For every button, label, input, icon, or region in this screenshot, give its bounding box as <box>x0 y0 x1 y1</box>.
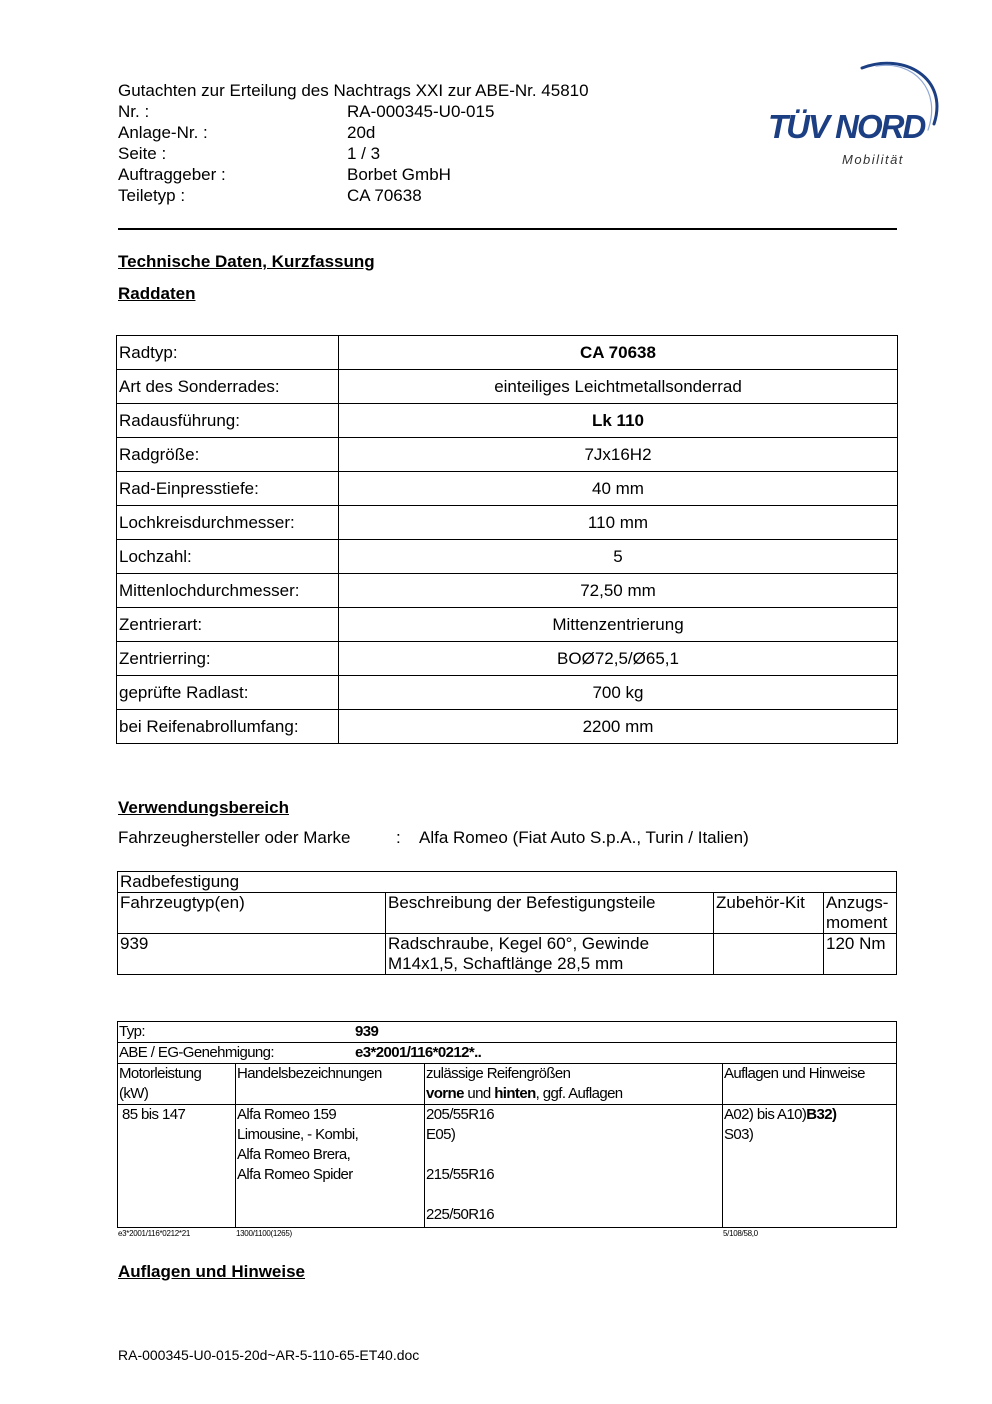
header-row-nr <box>118 101 589 122</box>
row-value: 40 mm <box>339 472 898 506</box>
hinten-text: hinten <box>494 1085 536 1102</box>
desc-line: M14x1,5, Schaftlänge 28,5 mm <box>388 954 624 973</box>
row-value: 2200 mm <box>339 710 898 744</box>
table-row <box>118 1043 897 1064</box>
document-header <box>118 80 589 206</box>
befestigung-title: Radbefestigung <box>118 872 897 893</box>
table-header-row <box>118 893 897 934</box>
row-label: Rad-Einpresstiefe: <box>117 472 339 506</box>
row-label: Art des Sonderrades: <box>117 370 339 404</box>
table-row <box>118 934 897 975</box>
auflagen-title: Auflagen und Hinweise <box>118 1262 306 1281</box>
row-value: 7Jx16H2 <box>339 438 898 472</box>
row-value: Mittenzentrierung <box>339 608 898 642</box>
handel-line: Alfa Romeo Brera, <box>237 1146 351 1163</box>
header-row-anlage <box>118 122 589 143</box>
auflagen-line: S03) <box>724 1126 754 1143</box>
table-row <box>117 574 898 608</box>
header-divider <box>118 228 897 230</box>
manufacturer-value: Alfa Romeo (Fiat Auto S.p.A., Turin / Italien) <box>419 828 749 847</box>
cell-motor <box>118 1105 236 1228</box>
row-value: 110 mm <box>339 506 898 540</box>
row-value: 72,50 mm <box>339 574 898 608</box>
cell-handel <box>236 1105 425 1228</box>
header-label: Nr. : <box>118 102 150 121</box>
auflagen-code: A02) bis A10) <box>724 1106 807 1123</box>
header-line: Motorleistung <box>119 1065 202 1082</box>
header-row-seite <box>118 143 589 164</box>
header-label: Teiletyp : <box>118 186 186 205</box>
handel-line: Limousine, - Kombi, <box>237 1126 359 1143</box>
table-row <box>117 608 898 642</box>
abe-value: e3*2001/116*0212*.. <box>355 1044 482 1061</box>
small-code: 1300/1100(1265) <box>236 1229 292 1238</box>
section-title: Technische Daten, Kurzfassung <box>118 252 375 271</box>
header-label: Seite : <box>118 144 167 163</box>
reifen-spacer <box>426 1145 721 1165</box>
row-label: Radtyp: <box>117 336 339 370</box>
header-label: Anlage-Nr. : <box>118 123 208 142</box>
handel-line: Alfa Romeo Spider <box>237 1166 353 1183</box>
table-row <box>117 472 898 506</box>
und-text: und <box>463 1085 495 1102</box>
row-value: CA 70638 <box>339 336 898 370</box>
auflagen-code-bold: B32) <box>806 1106 837 1123</box>
row-label: Mittenlochdurchmesser: <box>117 574 339 608</box>
table-row <box>118 1022 897 1043</box>
table-row <box>118 1105 897 1228</box>
header-title: Gutachten zur Erteilung des Nachtrags XXI zur ABE-Nr. 45810 <box>118 81 589 100</box>
raddaten-title: Raddaten <box>118 284 196 303</box>
table-row <box>117 506 898 540</box>
verwendung-title: Verwendungsbereich <box>118 798 289 817</box>
col-header-line: Anzugs- <box>826 893 889 912</box>
small-code: 5/108/58,0 <box>723 1229 758 1238</box>
small-code: e3*2001/116*0212*21 <box>118 1229 191 1238</box>
col-header: Zubehör-Kit <box>714 893 824 934</box>
raddaten-table <box>116 335 898 744</box>
manufacturer-sep: : <box>396 828 401 847</box>
col-header-motor <box>118 1064 236 1105</box>
col-header-auflagen: Auflagen und Hinweise <box>723 1064 897 1105</box>
cell-reifen <box>425 1105 723 1228</box>
row-label: Zentrierart: <box>117 608 339 642</box>
logo-subtitle: Mobilität <box>842 152 904 167</box>
abe-label: ABE / EG-Genehmigung: <box>119 1044 274 1061</box>
table-row <box>118 872 897 893</box>
typ-label: Typ: <box>119 1023 145 1040</box>
col-header-reifen <box>425 1064 723 1105</box>
header-line: zulässige Reifengrößen <box>426 1065 571 1082</box>
abe-row <box>118 1043 897 1064</box>
col-header-handel: Handelsbezeichnungen <box>236 1064 425 1105</box>
reifen-line: 225/50R16 <box>426 1206 494 1223</box>
file-footer: RA-000345-U0-015-20d~AR-5-110-65-ET40.doc <box>118 1347 420 1363</box>
header-value: CA 70638 <box>347 186 422 205</box>
tuv-nord-logo <box>764 58 944 170</box>
col-header <box>824 893 897 934</box>
table-row <box>117 710 898 744</box>
reifen-spacer <box>426 1185 721 1205</box>
header-line: (kW) <box>119 1085 149 1102</box>
reifen-line: 215/55R16 <box>426 1166 494 1183</box>
manufacturer-label: Fahrzeughersteller oder Marke <box>118 828 351 847</box>
header-label: Auftraggeber : <box>118 165 226 184</box>
cell-desc <box>386 934 714 975</box>
row-value: Lk 110 <box>339 404 898 438</box>
row-value: 700 kg <box>339 676 898 710</box>
auflagen-line <box>724 1105 895 1125</box>
cell-typ: 939 <box>118 934 386 975</box>
logo-wordmark: TÜV NORD <box>768 108 925 145</box>
auflagen-suffix: , ggf. Auflagen <box>535 1085 623 1102</box>
table-row <box>117 404 898 438</box>
row-label: Radausführung: <box>117 404 339 438</box>
header-row-auftraggeber <box>118 164 589 185</box>
typ-row <box>118 1022 897 1043</box>
row-label: bei Reifenabrollumfang: <box>117 710 339 744</box>
motor-value: 85 bis 147 <box>122 1106 186 1123</box>
header-value: RA-000345-U0-015 <box>347 102 495 121</box>
row-label: Lochkreisdurchmesser: <box>117 506 339 540</box>
vorne-text: vorne <box>426 1085 464 1102</box>
header-value: Borbet GmbH <box>347 165 451 184</box>
row-label: Radgröße: <box>117 438 339 472</box>
table-row <box>117 540 898 574</box>
desc-line: Radschraube, Kegel 60°, Gewinde <box>388 934 650 953</box>
header-value: 20d <box>347 123 376 142</box>
row-value: 5 <box>339 540 898 574</box>
reifen-line: 205/55R16 <box>426 1106 494 1123</box>
cell-auflagen <box>723 1105 897 1228</box>
typ-value: 939 <box>355 1023 379 1040</box>
befestigung-table <box>117 871 897 975</box>
table-row <box>117 336 898 370</box>
reifen-line: E05) <box>426 1126 456 1143</box>
col-header: Beschreibung der Befestigungsteile <box>386 893 714 934</box>
cell-kit <box>714 934 824 975</box>
row-label: Zentrierring: <box>117 642 339 676</box>
header-value: 1 / 3 <box>347 144 381 163</box>
row-value: einteiliges Leichtmetallsonderrad <box>339 370 898 404</box>
col-header: Fahrzeugtyp(en) <box>118 893 386 934</box>
header-line <box>426 1084 721 1104</box>
col-header-line: moment <box>826 913 888 932</box>
cell-moment: 120 Nm <box>824 934 897 975</box>
typ-table <box>117 1021 897 1228</box>
manufacturer-line <box>118 828 749 848</box>
table-row <box>117 438 898 472</box>
table-header-row <box>118 1064 897 1105</box>
table-row <box>117 642 898 676</box>
table-row <box>117 370 898 404</box>
row-label: geprüfte Radlast: <box>117 676 339 710</box>
header-row-teiletyp <box>118 185 589 206</box>
table-row <box>117 676 898 710</box>
row-value: BOØ72,5/Ø65,1 <box>339 642 898 676</box>
handel-line: Alfa Romeo 159 <box>237 1106 337 1123</box>
row-label: Lochzahl: <box>117 540 339 574</box>
